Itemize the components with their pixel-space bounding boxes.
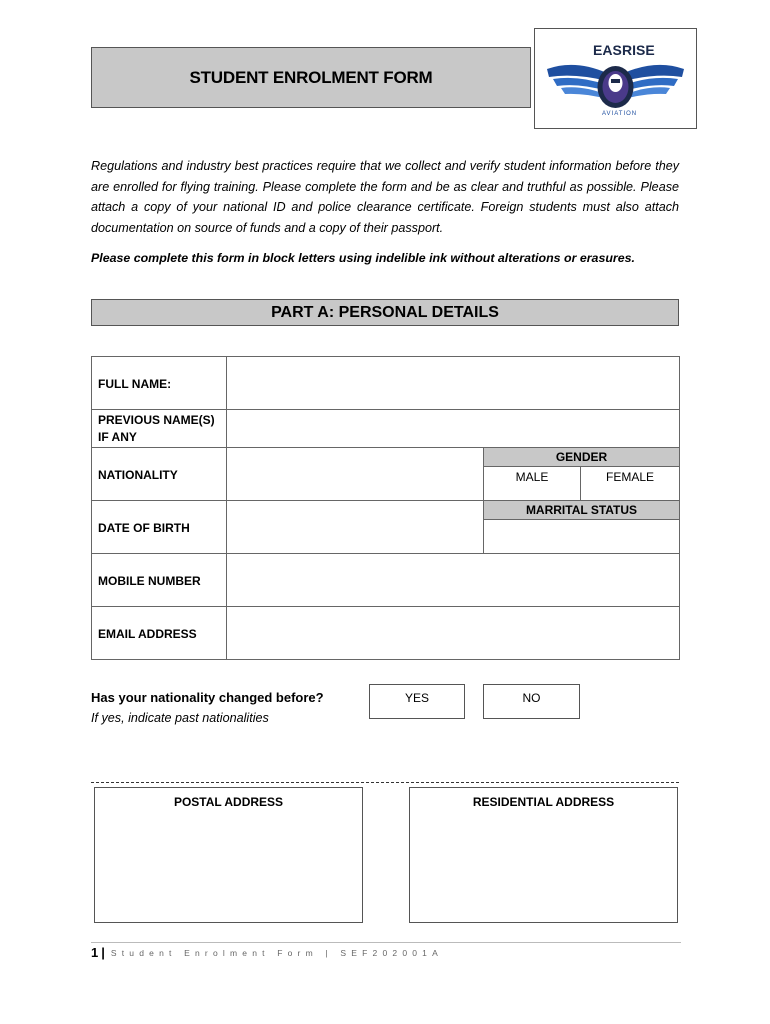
residential-address-box[interactable] bbox=[409, 787, 678, 923]
page-number: 1 bbox=[91, 945, 99, 960]
yes-checkbox[interactable]: YES bbox=[369, 684, 465, 719]
previous-names-sublabel: IF ANY bbox=[98, 430, 137, 444]
footer-divider bbox=[91, 942, 681, 943]
gender-header: GENDER bbox=[484, 448, 679, 467]
residential-address-label: RESIDENTIAL ADDRESS bbox=[472, 795, 615, 809]
date-of-birth-label: DATE OF BIRTH bbox=[98, 521, 190, 535]
personal-details-table bbox=[91, 356, 680, 660]
marital-status-header: MARRITAL STATUS bbox=[484, 501, 679, 520]
nationality-change-question: Has your nationality changed before? bbox=[91, 690, 324, 705]
postal-address-label: POSTAL ADDRESS bbox=[173, 795, 284, 809]
eastrise-logo-icon bbox=[535, 29, 696, 128]
no-checkbox[interactable]: NO bbox=[483, 684, 580, 719]
previous-names-field[interactable] bbox=[227, 410, 679, 447]
postal-address-box[interactable] bbox=[94, 787, 363, 923]
gender-option-male[interactable]: MALE bbox=[515, 470, 549, 484]
footer-separator: | bbox=[101, 945, 105, 960]
full-name-label: FULL NAME: bbox=[98, 377, 172, 391]
past-nationalities-line[interactable] bbox=[91, 782, 679, 783]
logo-subtext: AVIATION bbox=[602, 111, 638, 117]
mobile-number-field[interactable] bbox=[227, 554, 679, 606]
instruction-text: Please complete this form in block letters using indelible ink without alterations or erasures. bbox=[91, 251, 635, 265]
email-address-field[interactable] bbox=[227, 607, 679, 659]
logo-text-right: RISE bbox=[622, 42, 655, 58]
marital-status-field[interactable] bbox=[484, 521, 679, 553]
nationality-change-hint: If yes, indicate past nationalities bbox=[91, 711, 269, 725]
form-title: STUDENT ENROLMENT FORM bbox=[91, 47, 531, 108]
previous-names-label: PREVIOUS NAME(S) bbox=[98, 413, 215, 427]
nationality-field[interactable] bbox=[227, 448, 483, 500]
gender-option-female[interactable]: FEMALE bbox=[605, 470, 654, 484]
email-address-label: EMAIL ADDRESS bbox=[98, 627, 197, 641]
logo-text-left: EAS bbox=[593, 42, 622, 58]
company-logo bbox=[534, 28, 697, 129]
page-footer bbox=[91, 945, 443, 960]
nationality-label: NATIONALITY bbox=[98, 468, 178, 482]
intro-paragraph: Regulations and industry best practices require that we collect and verify student information before they are enrolled for flying training. Please complete the form and be as clear and truthful as possible. Please attach a copy of your national ID and police clearance certificate. Foreign students must also attach documentation on source of funds and a copy of their passport. bbox=[91, 159, 679, 235]
full-name-field[interactable] bbox=[227, 357, 679, 409]
part-a-header: PART A: PERSONAL DETAILS bbox=[91, 299, 679, 326]
footer-text: Student Enrolment Form | SEF202001A bbox=[110, 947, 443, 958]
date-of-birth-field[interactable] bbox=[227, 501, 483, 553]
mobile-number-label: MOBILE NUMBER bbox=[98, 574, 201, 588]
